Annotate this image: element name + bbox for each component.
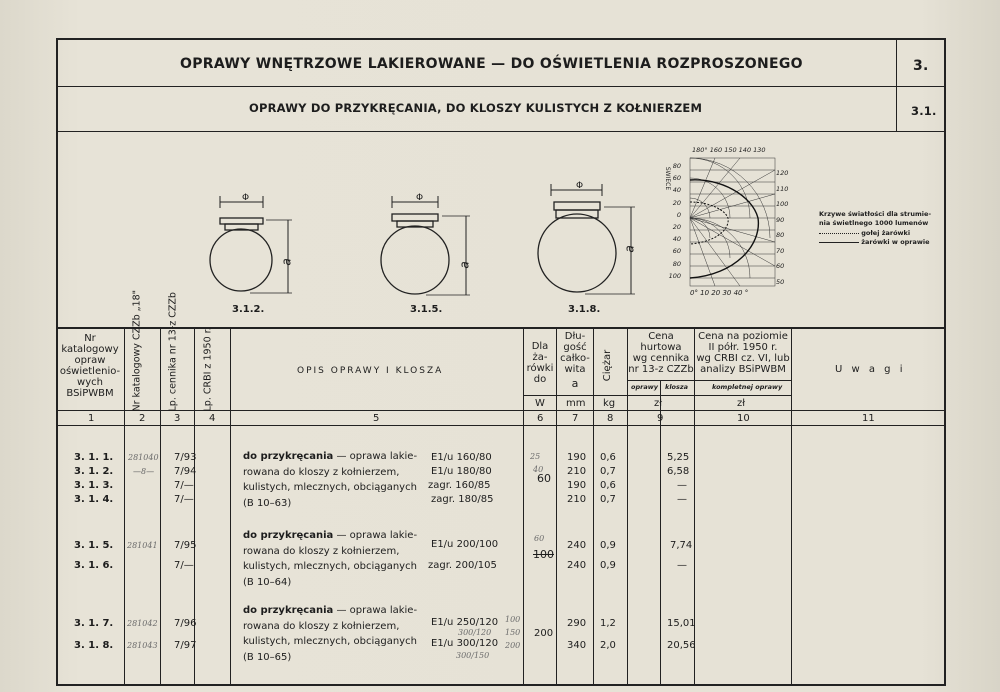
pencil-note: 200 xyxy=(505,641,521,650)
pencil-note: 281041 xyxy=(127,541,158,550)
catalog-page: OPRAWY WNĘTRZOWE LAKIEROWANE — DO OŚWIETLENIA ROZPROSZONEGO 3. OPRAWY DO PRZYKRĘCANIA, DO KLOSZY KULISTYCH Z KOŁNIERZEM 3.1. Φ Φ Φ a a a 3.1.2. 3.1.5. 3.1.8. 180° 160 150 140 130 80 60 40 20 0 20 40 60 80 100 120 110 100 90 80 70 60 50 0° 10 20 30 40 ° SWIECE Krzywe światłości dla strumie- nia świetlnego 1000 lumenów gołej żarówki żarówki w oprawie Nr katalogowy opraw oświetlenio- wych BSiPWBM Nr katalogowy CZZb „18" Lp. cennika nr 13-z CZZb Lp. CRBI z 1950 r. OPIS OPRAWY I KLOSZA Dla ża- rówki do Dłu- gość całko- wita a Ciężar Cena hurtowa wg cennika nr 13-z CZZb oprawy klosza Cena na poziomie II półr. 1950 r. wg CRBI cz. VI, lub analizy BSiPWBM kompletnej oprawy U w a g i W mm kg zł zł 1 2 3 4 5 6 7 8 9 10 11 3. 1. 1. 7/93 E1/u 160/80 190 0,6 5,25 3. 1. 2. 7/94 E1/u 180/80 210 0,7 6,58 3. 1. 3. 7/— zagr. 160/85 190 0,6 — 3. 1. 4. 7/— zagr. 180/85 210 0,7 — do przykręcania — oprawa lakie- rowana do kloszy z kołnierzem, kulistych, mlecznych, obciąganych (B 10–63) 60 3. 1. 5. 7/95 E1/u 200/100 240 0,9 7,74 3. 1. 6. 7/— zagr. 200/105 240 0,9 — do przykręcania — oprawa lakie- rowana do kloszy z kołnierzem, kulistych, mlecznych, obciąganych (B 10–64) 100 3. 1. 7. 7/96 E1/u 250/120 290 1,2 15,01 3. 1. 8. 7/97 E1/u 300/120 340 2,0 20,56 do przykręcania — oprawa lakie- rowana do kloszy z kołnierzem, kulistych, mlecznych, obciąganych (B 10–65) 200 281040 —8— 25 40 281041 60 281042 281043 100 300/120 150 200 300/150 xyxy=(0,0,1000,692)
colnum-10: 10 xyxy=(737,413,750,424)
section-divider xyxy=(896,38,897,132)
pencil-note: 40 xyxy=(533,465,544,474)
unit-col9: zł xyxy=(654,398,663,409)
phi-label-1: Φ xyxy=(242,193,250,203)
unit-col7: mm xyxy=(566,398,586,409)
diagram-left-ticks: 80 60 40 20 0 20 40 60 80 100 xyxy=(668,162,681,280)
pencil-note: 300/150 xyxy=(456,651,490,660)
pencil-note: 100 xyxy=(505,615,521,624)
subsection-number: 3.1. xyxy=(911,104,937,118)
description-group-2: do przykręcania — oprawa lakie- rowana do kloszy z kołnierzem, kulistych, mlecznych, obciąganych (B 10–64) xyxy=(243,530,418,588)
units-divider xyxy=(523,395,791,396)
phi-label-3: Φ xyxy=(576,181,584,191)
pencil-note: 281040 xyxy=(128,453,159,462)
header-col7: Dłu- gość całko- wita a xyxy=(560,331,590,390)
diagram-bottom-ticks: 0° 10 20 30 40 ° xyxy=(690,289,749,297)
pencil-note: 150 xyxy=(505,628,521,637)
watt-group-1: 60 xyxy=(537,472,551,485)
header-divider xyxy=(56,410,946,411)
price-subheader-divider xyxy=(627,380,791,381)
header-col10: Cena na poziomie II półr. 1950 r. wg CRBI cz. VI, lub analizy BSiPWBM xyxy=(696,331,790,375)
colnum-4: 4 xyxy=(209,413,216,424)
figure-label-3-1-8: 3.1.8. xyxy=(568,304,601,315)
pencil-note: 60 xyxy=(534,534,545,543)
header-col2: Nr katalogowy CZZb „18" xyxy=(131,289,143,412)
header-col9: Cena hurtowa wg cennika nr 13-z CZZb xyxy=(628,331,694,375)
table-top-border xyxy=(56,327,946,329)
phi-label-2: Φ xyxy=(416,193,424,203)
colnum-divider xyxy=(56,425,946,426)
col-line-1 xyxy=(124,327,125,686)
pencil-note: 300/120 xyxy=(458,628,492,637)
unit-col10: zł xyxy=(737,398,746,409)
colnum-7: 7 xyxy=(572,413,579,424)
col-line-4 xyxy=(230,327,231,686)
header-col9b: klosza xyxy=(665,383,689,391)
colnum-11: 11 xyxy=(862,413,875,424)
subtitle-divider xyxy=(56,131,946,132)
col-line-10 xyxy=(791,327,792,686)
col-line-3 xyxy=(194,327,195,686)
header-col3: Lp. cennika nr 13-z CZZb xyxy=(167,292,179,412)
description-group-1: do przykręcania — oprawa lakie- rowana do kloszy z kołnierzem, kulistych, mlecznych, obciąganych (B 10–63) xyxy=(243,451,418,509)
luminaire-3-1-5 xyxy=(381,196,470,295)
description-group-3: do przykręcania — oprawa lakie- rowana do kloszy z kołnierzem, kulistych, mlecznych, obciąganych (B 10–65) xyxy=(243,605,418,663)
a-label-2: a xyxy=(457,261,472,269)
title-divider xyxy=(56,86,946,87)
header-col4: Lp. CRBI z 1950 r. xyxy=(202,327,214,412)
header-col1: Nr katalogowy opraw oświetlenio- wych BSiPWBM xyxy=(59,333,121,399)
col-line-7 xyxy=(593,327,594,686)
page-frame xyxy=(56,38,946,686)
pencil-note: 281042 xyxy=(127,619,158,628)
luminaire-drawings xyxy=(190,180,670,310)
unit-col8: kg xyxy=(603,398,616,409)
colnum-1: 1 xyxy=(88,413,95,424)
luminaire-3-1-8 xyxy=(538,184,635,294)
legend-item-bare: gołej żarówki xyxy=(819,229,910,238)
figure-label-3-1-5: 3.1.5. xyxy=(410,304,443,315)
colnum-9: 9 xyxy=(657,413,664,424)
pencil-note: 281043 xyxy=(127,641,158,650)
header-col6: Dla ża- rówki do xyxy=(526,341,554,385)
colnum-2: 2 xyxy=(139,413,146,424)
header-col8: Ciężar xyxy=(602,349,613,382)
unit-col6: W xyxy=(535,398,545,409)
section-number: 3. xyxy=(913,58,929,74)
pencil-note: 25 xyxy=(530,452,541,461)
colnum-3: 3 xyxy=(174,413,181,424)
diagram-top-ticks: 180° 160 150 140 130 xyxy=(692,146,766,154)
a-label-3: a xyxy=(622,245,637,253)
page-subtitle: OPRAWY DO PRZYKRĘCANIA, DO KLOSZY KULISTYCH Z KOŁNIERZEM xyxy=(249,101,703,115)
header-col10a: kompletnej oprawy xyxy=(712,383,783,391)
legend-item-luminaire: żarówki w oprawie xyxy=(819,238,930,247)
colnum-8: 8 xyxy=(607,413,614,424)
luminaire-3-1-2 xyxy=(210,196,292,293)
col-line-9a xyxy=(660,380,661,686)
header-col5: OPIS OPRAWY I KLOSZA xyxy=(297,366,444,376)
diagram-side-label: SWIECE xyxy=(664,166,672,191)
colnum-5: 5 xyxy=(373,413,380,424)
pencil-note: —8— xyxy=(133,467,155,476)
watt-group-2: 100 xyxy=(533,548,554,561)
page-title: OPRAWY WNĘTRZOWE LAKIEROWANE — DO OŚWIETLENIA ROZPROSZONEGO xyxy=(180,56,803,72)
colnum-6: 6 xyxy=(537,413,544,424)
header-col9a: oprawy xyxy=(631,383,658,391)
col-line-8 xyxy=(627,327,628,686)
photometric-diagram xyxy=(680,150,780,290)
col-line-2 xyxy=(160,327,161,686)
col-line-9 xyxy=(694,327,695,686)
header-col11: U w a g i xyxy=(835,364,906,375)
legend-title: Krzywe światłości dla strumie- nia świetlnego 1000 lumenów xyxy=(819,210,932,227)
a-label-1: a xyxy=(279,258,294,266)
diagram-right-ticks: 120 110 100 90 80 70 60 50 xyxy=(776,169,789,286)
figure-label-3-1-2: 3.1.2. xyxy=(232,304,265,315)
watt-group-3: 200 xyxy=(534,628,554,639)
